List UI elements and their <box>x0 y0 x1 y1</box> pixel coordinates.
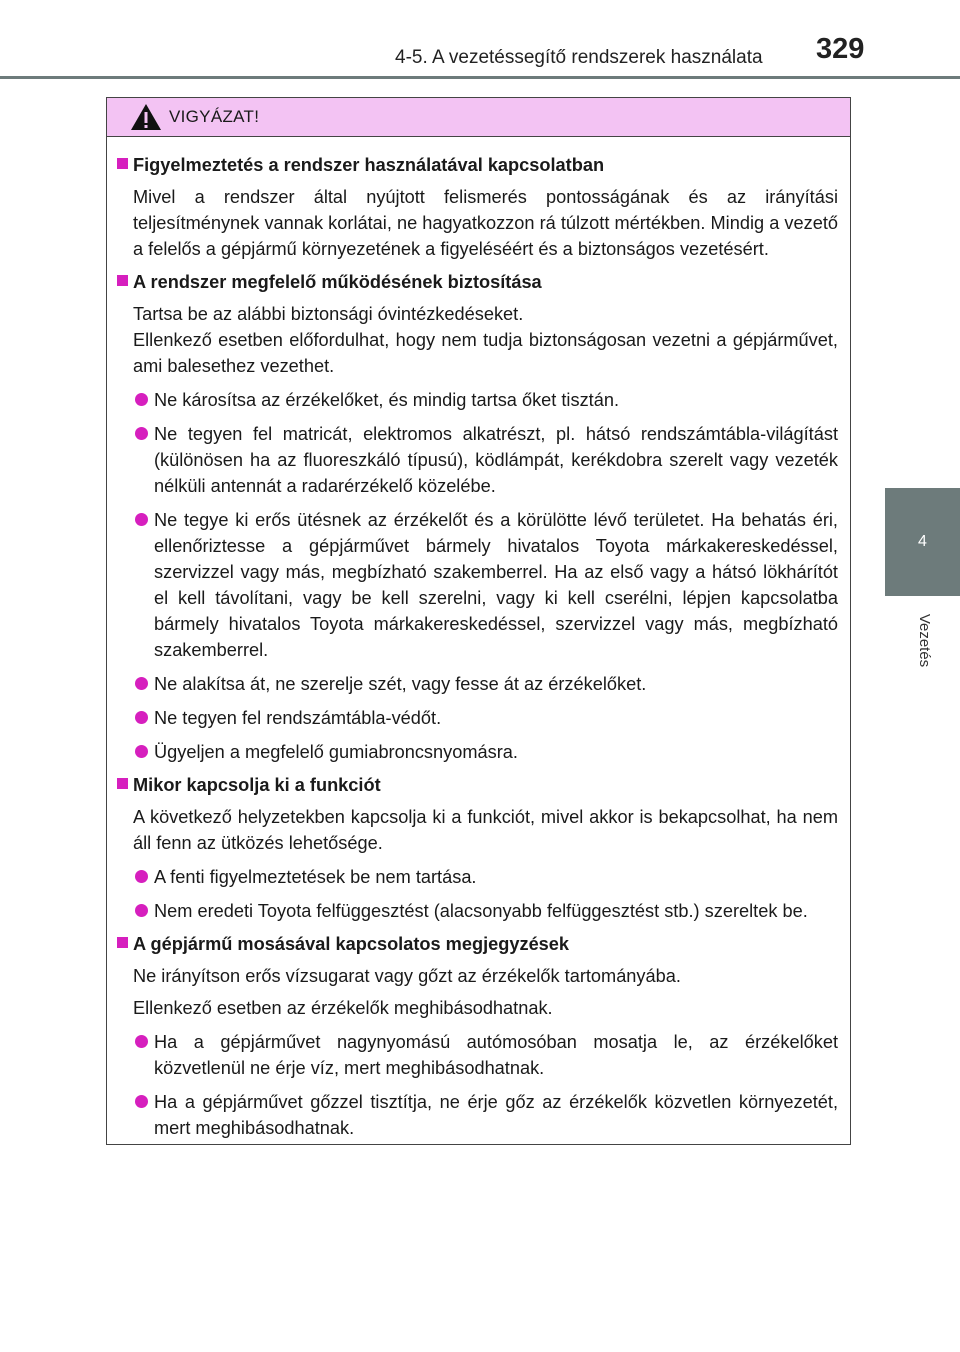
section-heading: Figyelmeztetés a rendszer használatával kapcsolatban <box>115 152 838 178</box>
bullet-item: Nem eredeti Toyota felfüggesztést (alacsonyabb felfüggesztést stb.) szereltek be. <box>115 898 838 924</box>
chapter-number: 4 <box>918 533 927 550</box>
chapter-label: Vezetés <box>916 613 934 667</box>
bullet-item: Ha a gépjárművet gőzzel tisztítja, ne érje gőz az érzékelők közvetlen környezetét, mert meghibásodhatnak. <box>115 1089 838 1141</box>
paragraph: Ellenkező esetben az érzékelők meghibásodhatnak. <box>133 998 553 1018</box>
bullet-item: Ne tegyen fel rendszámtábla-védőt. <box>115 705 838 731</box>
bullet-item: Ne tegye ki erős ütésnek az érzékelőt és a körülötte lévő területet. Ha behatás éri, ellenőriztesse a gépjárművet bármely hivatalos Toyota márkakereskedéssel, szervizzel vagy más, megbízható szakemberrel. Ha az első vagy a hátsó lökhárítót el kell távolítani, vagy be kell szerelni, vagy ki kell cserélni, lépjen kapcsolatba bármely hivatalos Toyota márkakereskedéssel, szervizzel vagy más, megbízható szakemberrel. <box>115 507 838 663</box>
caution-box <box>106 97 851 1145</box>
paragraph: Tartsa be az alábbi biztonsági óvintézkedéseket. <box>133 304 524 324</box>
bullet-item: A fenti figyelmeztetések be nem tartása. <box>115 864 838 890</box>
bullet-item: Ügyeljen a megfelelő gumiabroncsnyomásra. <box>115 739 838 765</box>
bullet-item: Ha a gépjárművet nagynyomású autómosóban mosatja le, az érzékelőket közvetlenül ne érje víz, mert meghibásodhatnak. <box>115 1029 838 1081</box>
paragraph: Ne irányítson erős vízsugarat vagy gőzt az érzékelők tartományába. <box>133 966 681 986</box>
section-heading: A rendszer megfelelő működésének biztosítása <box>115 269 838 295</box>
header-divider <box>0 76 960 79</box>
paragraph: Ellenkező esetben előfordulhat, hogy nem tudja biztonságosan vezetni a gépjárművet, ami balesethez vezethet. <box>133 330 838 376</box>
caution-title: VIGYÁZAT! <box>169 107 260 126</box>
section-heading: Mikor kapcsolja ki a funkciót <box>115 772 838 798</box>
page-number: 329 <box>816 33 865 65</box>
paragraph: Mivel a rendszer által nyújtott felismerés pontosságának és az irányítási teljesítménynek vannak korlátai, ne hagyatkozzon rá túlzott mértékben. Mindig a vezető a felelős a gépjármű környezetének a figyeléséért és a biztonságos vezetésért. <box>133 187 838 259</box>
section-heading: A gépjármű mosásával kapcsolatos megjegyzések <box>115 931 838 957</box>
chapter-tab <box>885 488 960 596</box>
caution-header <box>107 98 850 137</box>
bullet-item: Ne tegyen fel matricát, elektromos alkatrészt, pl. hátsó rendszámtábla-világítást (különösen ha az fluoreszkáló típusú), ködlámpát, kerékdobra szerelt vagy vezeték nélküli antennát a radarérzékelő közelébe. <box>115 421 838 499</box>
paragraph: A következő helyzetekben kapcsolja ki a funkciót, mivel akkor is bekapcsolhat, ha nem áll fenn az ütközés lehetősége. <box>133 807 838 853</box>
caution-body <box>107 137 850 1141</box>
chapter-label-container <box>905 600 945 680</box>
bullet-item: Ne alakítsa át, ne szerelje szét, vagy fesse át az érzékelőket. <box>115 671 838 697</box>
header-title: 4-5. A vezetéssegítő rendszerek használata <box>395 47 763 68</box>
warning-triangle-icon <box>129 102 163 132</box>
bullet-item: Ne károsítsa az érzékelőket, és mindig tartsa őket tisztán. <box>115 387 838 413</box>
